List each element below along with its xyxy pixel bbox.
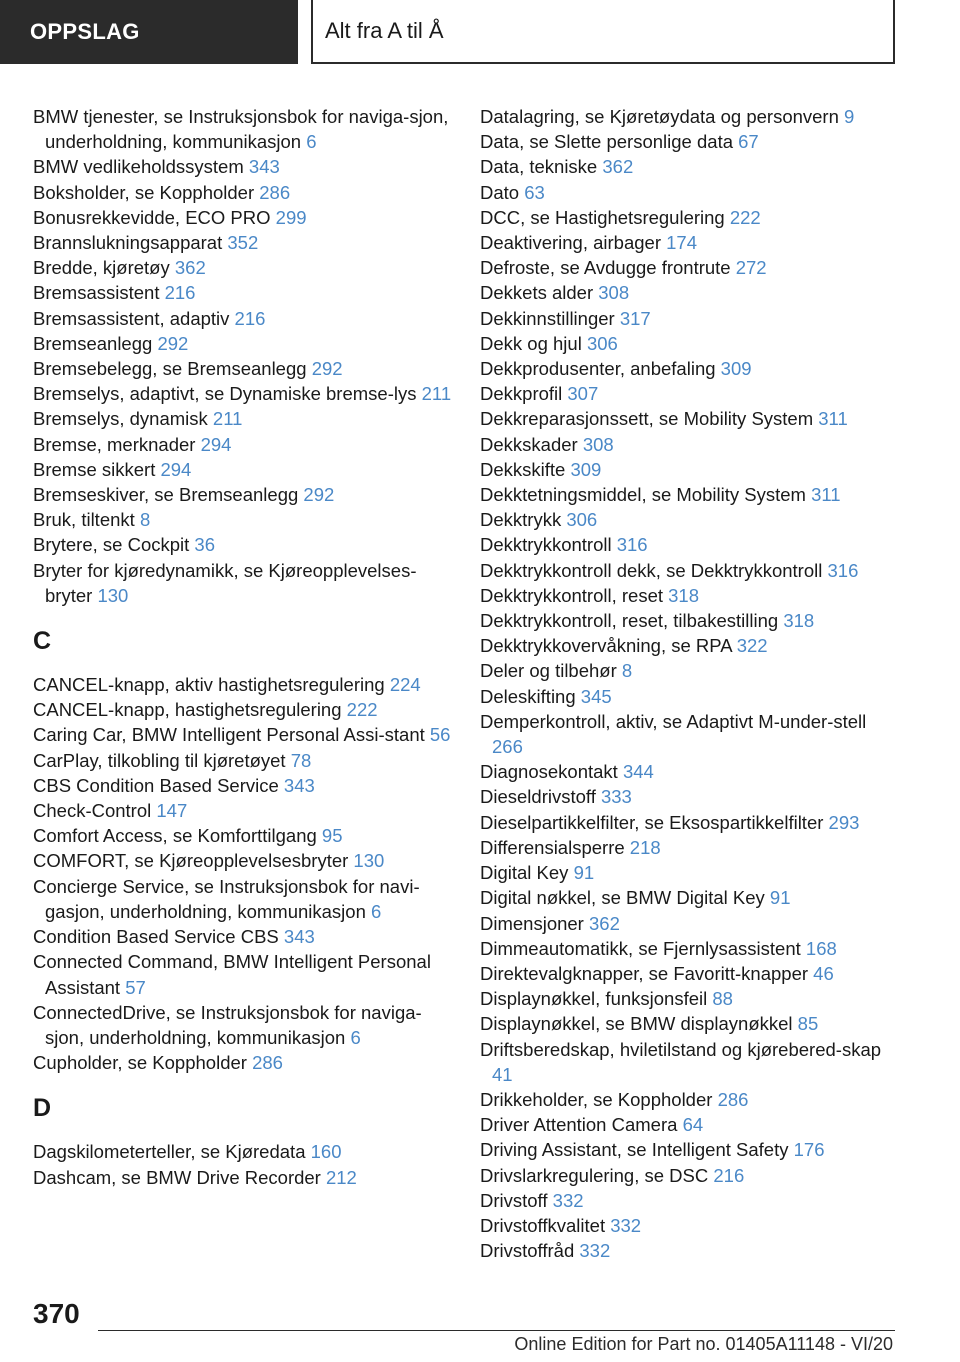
index-entry [33,672,458,697]
index-entry-text: Defroste, se Avdugge frontrute [480,257,731,279]
index-entry [480,129,900,154]
page-link[interactable]: 91 [573,862,595,884]
index-column-left [33,104,458,1190]
index-entry-text: Displaynøkkel, se BMW displaynøkkel [480,1013,793,1035]
index-entry-text: Dekktrykkovervåkning, se RPA [480,635,732,657]
page-link[interactable]: 292 [157,332,189,354]
page-link[interactable]: 362 [589,912,620,934]
page-link[interactable]: 67 [738,131,759,153]
index-entry-text: Bredde, kjøretøy [33,257,170,279]
index-entry-text: Dekkets alder [480,282,594,304]
index-entry [33,532,458,557]
page-link[interactable]: 318 [783,610,815,632]
page-link[interactable]: 211 [212,408,243,430]
page-link[interactable]: 311 [818,408,848,430]
page-link[interactable]: 9 [844,106,855,127]
index-entry [33,874,458,924]
index-entry-text: CBS Condition Based Service [33,774,279,796]
page-link[interactable]: 224 [389,674,421,696]
page-link[interactable]: 352 [227,232,259,254]
index-entry-text: Demperkontroll, aktiv, se Adaptivt M-under-stell [480,710,867,732]
index-letter-heading: C [33,627,52,656]
index-entry [480,1213,900,1238]
index-entry [480,1037,900,1087]
index-entry [33,558,458,608]
page-link[interactable]: 292 [311,358,343,380]
index-entry [33,230,458,255]
index-entry [480,1238,900,1263]
index-entry [33,381,458,406]
index-entry [480,961,900,986]
section-tab [0,0,298,64]
index-entry [480,255,900,280]
index-entry-text: Dekkinnstillinger [480,307,615,329]
page-link[interactable]: 307 [567,383,599,405]
index-entry [480,684,900,709]
index-entry [33,748,458,773]
section-title: OPPSLAG [30,19,140,44]
page-link[interactable]: 6 [306,131,317,153]
index-entry [33,1050,458,1075]
page-link[interactable]: 85 [797,1013,819,1035]
page-link[interactable]: 286 [259,181,291,203]
index-entry-text: Data, tekniske [480,156,598,178]
index-entry [33,406,458,431]
index-entry-text: Displaynøkkel, funksjonsfeil [480,988,708,1010]
index-entry [33,432,458,457]
page-link[interactable]: 211 [421,383,452,405]
index-entry-text: ConnectedDrive, se Instruksjonsbok for naviga-sjon, underholdning, kommunikasjon [33,1001,422,1048]
index-entry-text: Bryter for kjøredynamikk, se Kjøreopplevelses-bryter [33,559,417,606]
index-entry [33,949,458,999]
index-entry-text: Connected Command, BMW Intelligent Personal Assistant [33,951,431,998]
index-entry [480,507,900,532]
index-entry-text: DCC, se Hastighetsregulering [480,206,725,228]
page-link[interactable]: 63 [524,181,545,203]
index-entry-text: BMW tjenester, se Instruksjonsbok for naviga-sjon, underholdning, kommunikasjon [33,106,449,153]
index-entry [480,583,900,608]
index-entry-text: Cupholder, se Koppholder [33,1052,247,1074]
page-link[interactable]: 299 [275,206,307,228]
page-link[interactable]: 174 [666,232,697,254]
index-entry-text: Dimensjoner [480,912,584,934]
index-entry-text: Dekkskader [480,433,578,455]
page-link[interactable]: 176 [793,1139,825,1161]
index-entry [480,457,900,482]
page-link[interactable]: 222 [729,206,761,228]
index-entry [480,1163,900,1188]
index-entry-text: CANCEL-knapp, hastighetsregulering [33,699,342,721]
index-entry [480,1188,900,1213]
index-entry [33,180,458,205]
index-entry-text: Dekktrykkontroll dekk, se Dekktrykkontroll [480,559,823,581]
index-entry-text: Dimmeautomatikk, se Fjernlysassistent [480,937,801,959]
index-entry-text: Bremselys, adaptivt, se Dynamiske bremse-lys [33,383,417,405]
page-link[interactable]: 160 [310,1141,342,1163]
page-link[interactable]: 344 [622,761,654,783]
index-column-right [480,104,900,1263]
index-entry [480,331,900,356]
index-entry [480,633,900,658]
index-entry [480,1137,900,1162]
page-link[interactable]: 343 [283,926,315,948]
index-entry-text: Bremsassistent [33,282,160,304]
index-entry-text: Driver Attention Camera [480,1114,678,1136]
index-entry [480,406,900,431]
index-entry-text: Dekktrykk [480,509,562,531]
index-entry [480,936,900,961]
index-entry [480,810,900,835]
index-entry-text: Dekkskifte [480,458,566,480]
page-link[interactable]: 216 [234,307,266,329]
index-entry-text: Dagskilometerteller, se Kjøredata [33,1141,306,1163]
page-link[interactable]: 36 [194,534,215,556]
page-link[interactable]: 294 [160,458,192,480]
index-entry-text: Bremse, merknader [33,433,196,455]
page-link[interactable]: 78 [290,749,312,771]
page-link[interactable]: 286 [717,1088,749,1110]
index-entry [33,697,458,722]
index-entry-text: Drivslarkregulering, se DSC [480,1164,709,1186]
index-entry-text: Driving Assistant, se Intelligent Safety [480,1139,789,1161]
index-entry-text: Concierge Service, se Instruksjonsbok for navi-gasjon, underholdning, kommunikasjon [33,875,420,922]
page-link[interactable]: 218 [629,836,661,858]
index-entry-text: Dekktrykkontroll, reset, tilbakestilling [480,610,779,632]
index-entry [480,154,900,179]
page-link[interactable]: 130 [353,850,385,872]
page-link[interactable]: 212 [325,1166,357,1188]
page-link[interactable]: 216 [164,282,196,304]
page-link[interactable]: 130 [97,584,129,606]
index-entry-text: Dekkprofil [480,383,563,405]
index-entry-text: Deleskifting [480,685,576,707]
index-entry [33,482,458,507]
index-entry [480,1087,900,1112]
index-entry-text: Bremsebelegg, se Bremseanlegg [33,358,307,380]
chapter-title: Alt fra A til Å [325,18,444,43]
index-entry [480,835,900,860]
page-link[interactable]: 95 [321,825,343,847]
index-entry-text: Dieseldrivstoff [480,786,596,808]
index-entry [33,1165,458,1190]
index-entry [480,784,900,809]
index-entry-text: Dekktrykkontroll, reset [480,584,663,606]
page-link[interactable]: 147 [156,800,188,822]
page-link[interactable]: 306 [566,509,598,531]
page-link[interactable]: 362 [602,156,634,178]
index-entry-text: Data, se Slette personlige data [480,131,733,153]
index-entry-text: Dekkprodusenter, anbefaling [480,358,716,380]
index-entry-text: Deaktivering, airbager [480,232,661,254]
index-entry [480,482,900,507]
footer-divider [98,1330,895,1331]
page-link[interactable]: 316 [616,534,648,556]
page-link[interactable]: 46 [813,962,834,984]
index-entry-text: Condition Based Service CBS [33,926,279,948]
index-entry [480,986,900,1011]
page-link[interactable]: 294 [200,433,232,455]
index-entry-text: Bremselys, dynamisk [33,408,208,430]
index-entry [480,885,900,910]
page-link[interactable]: 333 [600,786,632,808]
index-entry-text: Boksholder, se Koppholder [33,181,255,203]
page-link[interactable]: 345 [580,685,612,707]
page-link[interactable]: 309 [570,458,602,480]
page-link[interactable]: 318 [668,584,700,606]
index-entry-text: Caring Car, BMW Intelligent Personal Assi-stant [33,724,425,746]
index-entry [480,709,900,759]
index-entry-text: Bremseanlegg [33,332,153,354]
page-link[interactable]: 311 [811,484,841,506]
page-link[interactable]: 343 [283,774,315,796]
index-entry-text: Dieselpartikkelfilter, se Eksospartikkelfilter [480,811,824,833]
index-entry-text: Digital nøkkel, se BMW Digital Key [480,887,765,909]
index-entry-text: CarPlay, tilkobling til kjøretøyet [33,749,286,771]
page-link[interactable]: 6 [350,1026,361,1048]
page-link[interactable]: 91 [769,887,791,909]
index-entry-text: Drivstoffråd [480,1240,575,1262]
index-entry-text: Dashcam, se BMW Drive Recorder [33,1166,321,1188]
index-entry-text: Bremse sikkert [33,458,156,480]
index-entry [33,924,458,949]
index-entry-text: Diagnosekontakt [480,761,618,783]
index-entry [480,205,900,230]
index-entry-text: Check-Control [33,800,152,822]
index-letter-heading: D [33,1094,52,1123]
index-entry-text: Differensialsperre [480,836,625,858]
index-entry [33,280,458,305]
page-link[interactable]: 6 [371,900,382,922]
index-entry [480,356,900,381]
page-link[interactable]: 293 [828,811,860,833]
page-link[interactable]: 316 [827,559,859,581]
index-entry [480,608,900,633]
index-entry [480,1112,900,1137]
index-entry-text: Digital Key [480,862,569,884]
index-entry-text: Bremseskiver, se Bremseanlegg [33,484,299,506]
index-entry [480,911,900,936]
index-entry-text: Bonusrekkevidde, ECO PRO [33,206,271,228]
page-link[interactable]: 343 [248,156,280,178]
page-link[interactable]: 292 [303,484,335,506]
index-entry [480,658,900,683]
page-link[interactable]: 362 [174,257,206,279]
page-link[interactable]: 88 [712,988,733,1010]
index-entry-text: Driftsberedskap, hviletilstand og kjørebered-skap [480,1038,882,1060]
page-link[interactable]: 332 [610,1214,642,1236]
index-entry-text: Dato [480,181,520,203]
page-link[interactable]: 57 [125,976,146,998]
index-entry [480,1011,900,1036]
index-entry [33,306,458,331]
index-entry [480,104,900,129]
index-entry-text: Dekkreparasjonssett, se Mobility System [480,408,814,430]
index-entry [480,759,900,784]
page-link[interactable]: 41 [492,1063,513,1085]
index-entry-text: CANCEL-knapp, aktiv hastighetsregulering [33,674,385,696]
index-entry [480,230,900,255]
index-entry [33,773,458,798]
page-link[interactable]: 56 [429,724,451,746]
page-link[interactable]: 306 [586,332,618,354]
index-entry-text: Direktevalgknapper, se Favoritt-knapper [480,962,809,984]
index-entry [33,356,458,381]
edition-footer: Online Edition for Part no. 01405A11148 - VI/20 [514,1334,893,1354]
page-number: 370 [33,1298,80,1329]
page-link[interactable]: 286 [252,1052,283,1074]
index-entry [33,848,458,873]
index-entry [33,823,458,848]
index-entry-text: Deler og tilbehør [480,660,617,682]
index-entry-text: Dekktrykkontroll [480,534,612,556]
page-link[interactable]: 8 [139,509,151,531]
index-entry-text: Brannslukningsapparat [33,232,223,254]
index-entry [480,432,900,457]
index-entry [33,104,458,154]
index-entry-text: Datalagring, se Kjøretøydata og personvern [480,106,839,127]
index-entry [480,306,900,331]
index-entry [33,255,458,280]
page-link[interactable]: 332 [552,1189,584,1211]
page-link[interactable]: 322 [736,635,768,657]
index-entry [480,558,900,583]
chapter-header [311,0,895,64]
index-entry [33,722,458,747]
index-entry [480,381,900,406]
page-link[interactable]: 216 [713,1164,745,1186]
page-link[interactable]: 8 [621,660,633,682]
index-entry-text: Drikkeholder, se Koppholder [480,1088,713,1110]
index-entry-text: Brytere, se Cockpit [33,534,190,556]
index-entry [33,457,458,482]
page-link[interactable]: 266 [492,736,523,758]
page-link[interactable]: 308 [598,282,630,304]
index-entry [33,205,458,230]
page-link[interactable]: 168 [805,937,837,959]
page-link[interactable]: 64 [682,1114,704,1136]
page-link[interactable]: 222 [346,699,378,721]
index-entry-text: Comfort Access, se Komforttilgang [33,825,317,847]
index-entry [480,532,900,557]
index-entry [480,280,900,305]
page-link[interactable]: 317 [619,307,651,329]
page-link[interactable]: 309 [720,358,752,380]
index-entry [33,1000,458,1050]
index-entry [33,798,458,823]
index-entry [33,331,458,356]
index-entry-text: Drivstoff [480,1189,548,1211]
index-entry [33,507,458,532]
index-entry-text: Bruk, tiltenkt [33,509,135,531]
page-link[interactable]: 272 [735,257,767,279]
index-entry-text: Dekktetningsmiddel, se Mobility System [480,484,806,506]
index-entry [480,860,900,885]
page-link[interactable]: 332 [579,1240,611,1262]
index-entry-text: Dekk og hjul [480,332,582,354]
index-entry [480,180,900,205]
page-link[interactable]: 308 [582,433,614,455]
index-entry-text: Drivstoffkvalitet [480,1214,606,1236]
index-entry [33,1139,458,1164]
index-entry-text: Bremsassistent, adaptiv [33,307,230,329]
index-entry-text: COMFORT, se Kjøreopplevelsesbryter [33,850,349,872]
index-entry-text: BMW vedlikeholdssystem [33,156,244,178]
index-entry [33,154,458,179]
